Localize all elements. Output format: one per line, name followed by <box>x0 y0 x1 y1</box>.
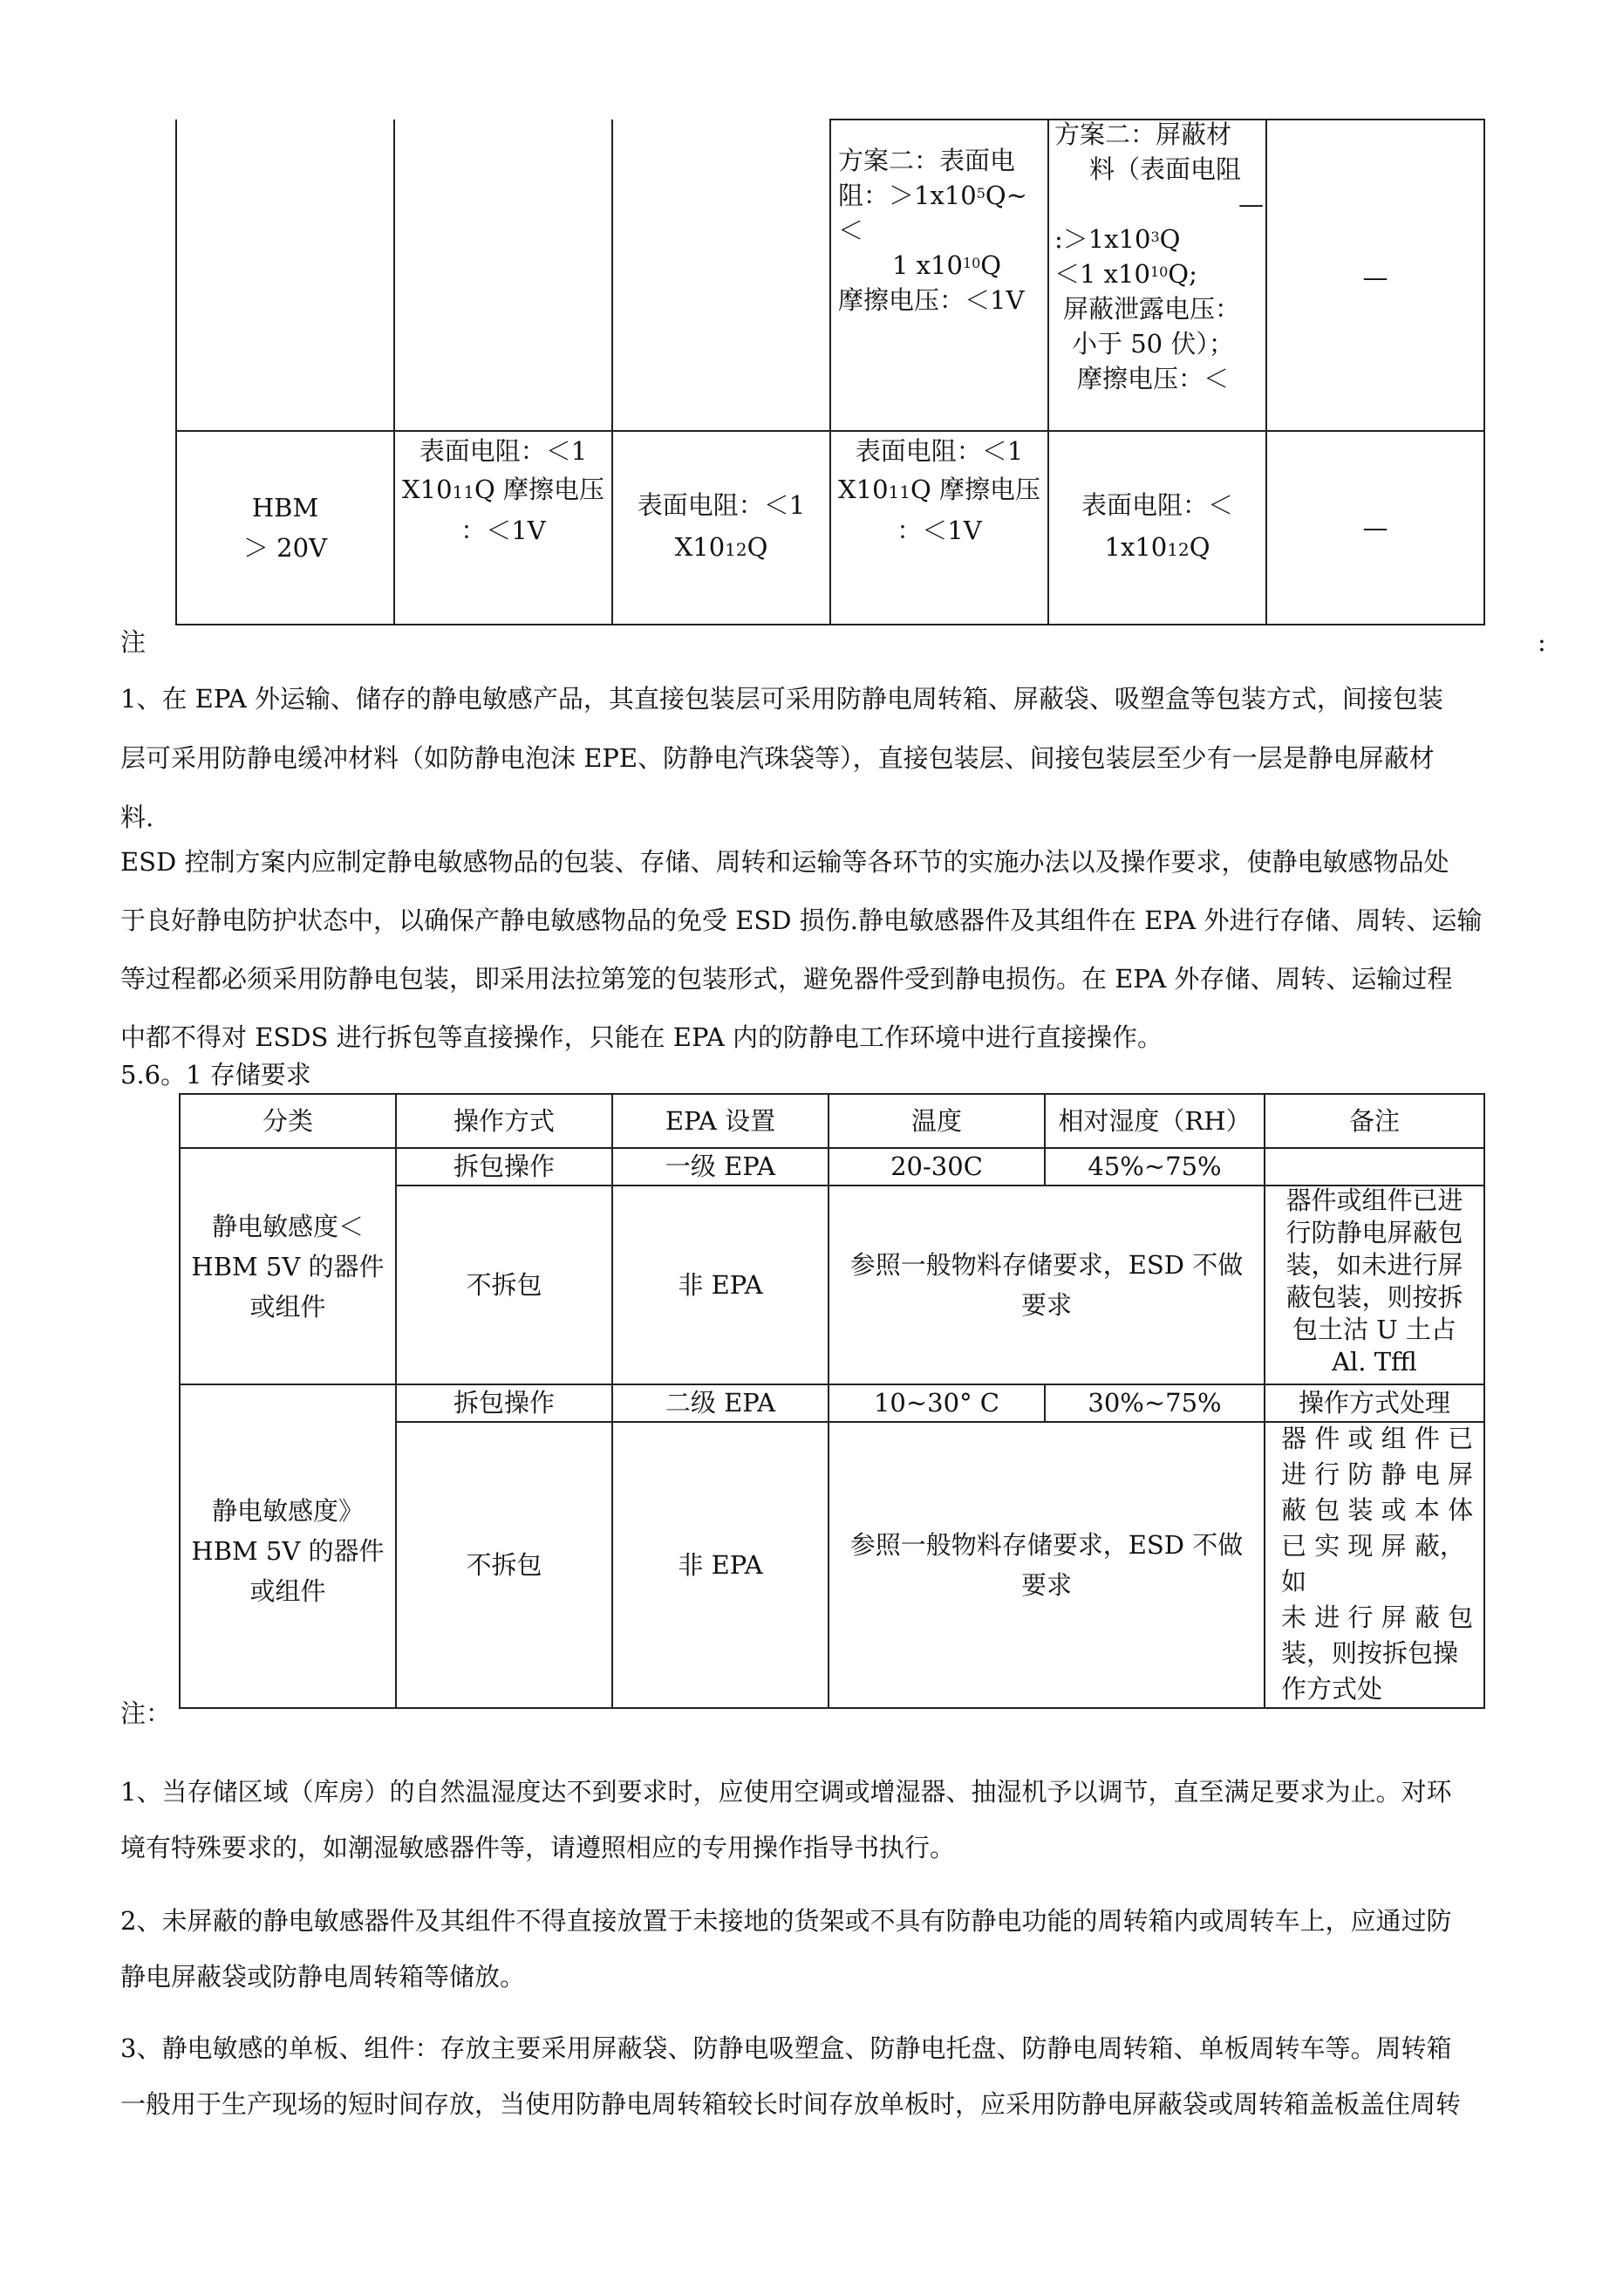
text-line: 料（表面电阻 <box>1089 154 1242 184</box>
text-line: Q~＜ <box>838 181 1027 245</box>
paragraph-line: 料. <box>120 803 154 832</box>
note-label: 注 <box>120 627 147 657</box>
remark-cell <box>1265 1422 1484 1708</box>
text-line: ＜1 x10 <box>1054 259 1150 289</box>
plan2-surface-cell <box>830 120 1048 431</box>
text-line: 小于 50 伏）； <box>1072 329 1234 359</box>
text-line: 已 实 现 屏 蔽，如 <box>1281 1531 1465 1596</box>
superscript: 5 <box>976 185 985 202</box>
text-line: 要求 <box>1020 1570 1072 1600</box>
text-line: 行防静电屏蔽包 <box>1285 1218 1463 1247</box>
op-cell: 不拆包 <box>396 1422 612 1708</box>
note-item-2 <box>120 1893 1542 2005</box>
text-line: Q <box>1189 532 1210 562</box>
text-line: 蔽 包 装 或 本 体 <box>1281 1495 1474 1525</box>
text-line: 进 行 防 静 电 屏 <box>1281 1459 1474 1489</box>
text-line: 静电敏感度＜ <box>211 1211 364 1241</box>
text-line: 摩擦电压：＜1V <box>838 285 1025 315</box>
paragraph-line: 于良好静电防护状态中，以确保产静电敏感物品的免受 ESD 损伤.静电敏感器件及其组件在 EPA 外进行存储、周转、运输 <box>120 905 1483 935</box>
subscript: 12 <box>1167 539 1190 560</box>
text-line: 或组件 <box>249 1291 326 1322</box>
group2-category <box>180 1384 396 1708</box>
text-line: 摩擦电压：＜ <box>1077 364 1230 393</box>
op-cell: 不拆包 <box>396 1186 612 1384</box>
note-colon: : <box>1538 627 1546 657</box>
text-line: 参照一般物料存储要求，ESD 不做 <box>849 1250 1244 1280</box>
text-line: 未 进 行 屏 蔽 包 <box>1281 1602 1474 1632</box>
text-line: 作方式处 <box>1281 1674 1383 1704</box>
text-line: Q 摩擦电压 <box>474 475 604 504</box>
text-line: HBM 5V 的器件 <box>191 1535 385 1566</box>
cell-empty <box>612 120 830 431</box>
epa-cell: 非 EPA <box>612 1186 829 1384</box>
surface-resistance-cell <box>612 431 830 625</box>
subscript: 11 <box>888 482 910 502</box>
hbm-cell <box>176 431 394 625</box>
dash-cell <box>1266 120 1484 431</box>
text-line: HBM <box>251 493 319 523</box>
paragraph-line: 层可采用防静电缓冲材料（如防静电泡沫 EPE、防静电汽珠袋等），直接包装层、间接包装层至少有一层是静电屏蔽材 <box>120 743 1435 773</box>
header-temperature: 温度 <box>829 1094 1045 1148</box>
dash-mark: — <box>1238 189 1264 219</box>
epa-cell: 二级 EPA <box>612 1384 829 1422</box>
note-item-3 <box>120 2020 1542 2132</box>
group1-unpack-row <box>180 1148 1484 1186</box>
surface-resistance-cell <box>830 431 1048 625</box>
plan2-shield-cell <box>1048 120 1266 431</box>
text-line: Al. Tffl <box>1332 1347 1417 1377</box>
text-line: Q <box>747 532 768 562</box>
paragraph-line: 1、在 EPA 外运输、储存的静电敏感产品，其直接包装层可采用防静电周转箱、屏蔽袋、吸塑盒等包装方式，间接包装 <box>120 684 1443 714</box>
header-humidity: 相对湿度（RH） <box>1045 1094 1265 1148</box>
text-line: Q <box>980 250 1002 280</box>
text-line: 1 x10 <box>892 250 963 280</box>
dash-cell <box>1266 431 1484 625</box>
cell-empty <box>394 120 612 431</box>
text-line: ＞ 20V <box>242 533 328 563</box>
superscript: 3 <box>1150 229 1160 245</box>
text-line: ：＜1V <box>897 516 982 545</box>
text-line: 表面电阻：＜1 <box>637 490 806 520</box>
storage-table <box>179 1093 1485 1709</box>
subscript: 12 <box>725 539 747 560</box>
note-label: 注： <box>120 1698 172 1728</box>
header-category: 分类 <box>180 1094 396 1148</box>
paragraph-line: 静电屏蔽袋或防静电周转箱等储放。 <box>120 1962 526 1992</box>
text-line: X10 <box>674 532 726 562</box>
paragraph-line: 3、静电敏感的单板、组件：存放主要采用屏蔽袋、防静电吸塑盒、防静电托盘、防静电周转箱、单板周转车等。周转箱 <box>120 2033 1452 2063</box>
op-cell: 拆包操作 <box>396 1384 612 1422</box>
text-line: 或组件 <box>249 1575 326 1606</box>
text-line: 器 件 或 组 件 已 <box>1281 1424 1474 1453</box>
text-line: 包土沽 U 土占 <box>1292 1315 1456 1344</box>
text-line: 表面电阻：＜1 <box>419 436 588 466</box>
subscript: 11 <box>452 482 474 502</box>
text-line: 方案二：屏蔽材 <box>1054 120 1232 149</box>
section-heading: 5.6。1 存储要求 <box>120 1060 311 1090</box>
top-table <box>175 119 1485 625</box>
dash-mark: — <box>1362 263 1388 292</box>
storage-header-row <box>180 1094 1484 1148</box>
text-line: Q; <box>1168 259 1197 289</box>
text-line: 装，如未进行屏 <box>1285 1250 1463 1280</box>
epa-cell: 非 EPA <box>612 1422 829 1708</box>
paragraph-line: 1、当存储区域（库房）的自然温湿度达不到要求时，应使用空调或增湿器、抽湿机予以调节，直至满足要求为止。对环 <box>120 1777 1452 1807</box>
paragraph-line: 等过程都必须采用防静电包装，即采用法拉第笼的包装形式，避免器件受到静电损伤。在 EPA 外存储、周转、运输过程 <box>120 964 1453 994</box>
epa-cell: 一级 EPA <box>612 1148 829 1186</box>
text-line: 静电敏感度》 <box>211 1495 364 1526</box>
reference-cell <box>829 1422 1265 1708</box>
text-line: 屏蔽泄露电压： <box>1063 294 1241 324</box>
text-line: 1x10 <box>1104 532 1168 562</box>
text-line: 方案二：表面电 <box>838 146 1016 175</box>
remark-cell <box>1265 1148 1484 1186</box>
top-table-row-1 <box>176 120 1484 431</box>
note-item-1 <box>120 1764 1542 1876</box>
surface-resistance-cell <box>394 431 612 625</box>
remark-cell: 操作方式处理 <box>1265 1384 1484 1422</box>
text-line: X10 <box>838 475 889 504</box>
text-line: ：＜1V <box>460 516 546 545</box>
esd-paragraph <box>120 833 1542 1067</box>
paragraph-line: 中都不得对 ESDS 进行拆包等直接操作，只能在 EPA 内的防静电工作环境中进行直接操作。 <box>120 1022 1163 1052</box>
text-line: 表面电阻：＜ <box>1081 490 1233 520</box>
text-line: X10 <box>402 475 453 504</box>
group2-unpack-row <box>180 1384 1484 1422</box>
paragraph-line: 境有特殊要求的，如潮湿敏感器件等，请遵照相应的专用操作指导书执行。 <box>120 1833 956 1862</box>
temp-cell: 10~30° C <box>829 1384 1045 1422</box>
text-line: Q 摩擦电压 <box>910 475 1040 504</box>
superscript: 10 <box>1149 263 1169 280</box>
text-line: Q <box>1159 224 1181 254</box>
text-line: 要求 <box>1020 1290 1072 1320</box>
remark-cell <box>1265 1186 1484 1384</box>
op-cell: 拆包操作 <box>396 1148 612 1186</box>
dash-mark: — <box>1362 512 1388 543</box>
reference-cell <box>829 1186 1265 1384</box>
top-table-row-2 <box>176 431 1484 625</box>
text-line: 蔽包装，则按拆 <box>1285 1282 1463 1312</box>
text-line: :＞1x10 <box>1054 224 1151 254</box>
text-line: 表面电阻：＜1 <box>855 436 1024 466</box>
surface-resistance-cell <box>1048 431 1266 625</box>
text-line: 器件或组件已进 <box>1285 1186 1463 1215</box>
superscript: 10 <box>962 255 981 271</box>
paragraph-line: 一般用于生产现场的短时间存放，当使用防静电周转箱较长时间存放单板时，应采用防静电屏蔽袋或周转箱盖板盖住周转 <box>120 2089 1462 2119</box>
rh-cell: 45%~75% <box>1045 1148 1265 1186</box>
paragraph-line: ESD 控制方案内应制定静电敏感物品的包装、存储、周转和运输等各环节的实施办法以及操作要求，使静电敏感物品处 <box>120 847 1449 877</box>
header-operation: 操作方式 <box>396 1094 612 1148</box>
header-remarks: 备注 <box>1265 1094 1484 1148</box>
header-epa: EPA 设置 <box>612 1094 829 1148</box>
temp-cell: 20-30C <box>829 1148 1045 1186</box>
text-line: 阻：＞1x10 <box>838 181 977 210</box>
group1-category <box>180 1148 396 1384</box>
rh-cell: 30%~75% <box>1045 1384 1265 1422</box>
note-paragraph-1 <box>120 669 1542 847</box>
text-line: HBM 5V 的器件 <box>191 1251 385 1281</box>
text-line: 装，则按拆包操 <box>1281 1638 1459 1668</box>
text-line: 参照一般物料存储要求，ESD 不做 <box>849 1530 1244 1560</box>
cell-empty <box>176 120 394 431</box>
paragraph-line: 2、未屏蔽的静电敏感器件及其组件不得直接放置于未接地的货架或不具有防静电功能的周转箱内或周转车上，应通过防 <box>120 1906 1452 1936</box>
